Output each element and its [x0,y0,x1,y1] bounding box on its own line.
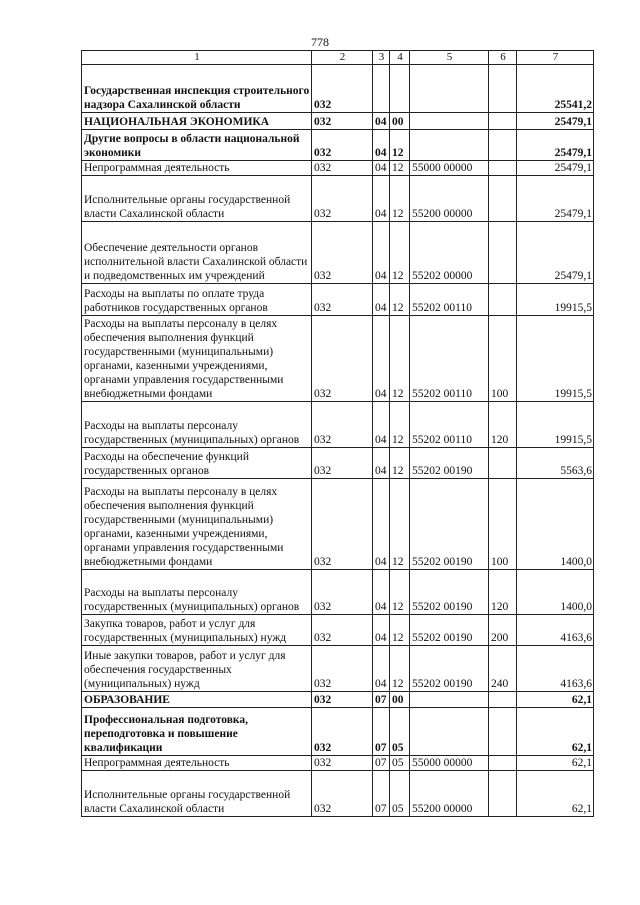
table-row [82,756,594,771]
row-admin-code: 032 [312,222,373,284]
row-section: 04 [373,284,390,316]
row-expense-type [489,708,517,756]
row-subsection: 12 [390,448,410,479]
table-row [82,708,594,756]
row-section: 04 [373,130,390,161]
table-row [82,771,594,817]
row-target-article [410,130,489,161]
row-name: Расходы на выплаты персоналу государственных (муниципальных) органов [82,402,312,448]
row-expense-type [489,65,517,113]
row-subsection [390,65,410,113]
row-expense-type [489,222,517,284]
row-subsection: 12 [390,161,410,176]
row-expense-type [489,771,517,817]
table-row [82,113,594,130]
row-expense-type: 200 [489,615,517,646]
row-subsection: 12 [390,615,410,646]
row-amount: 19915,5 [517,402,594,448]
row-subsection: 00 [390,692,410,708]
row-section: 04 [373,646,390,692]
row-name: Расходы на выплаты персоналу государственных (муниципальных) органов [82,570,312,615]
row-amount: 62,1 [517,692,594,708]
row-admin-code: 032 [312,771,373,817]
table-row [82,692,594,708]
column-header: 1 [82,51,312,65]
row-expense-type [489,448,517,479]
table-row [82,65,594,113]
page-number: 778 [311,35,329,49]
row-target-article: 55202 00190 [410,479,489,570]
row-target-article: 55202 00190 [410,646,489,692]
row-expense-type: 120 [489,402,517,448]
row-section: 04 [373,448,390,479]
row-admin-code: 032 [312,130,373,161]
row-admin-code: 032 [312,161,373,176]
row-section: 04 [373,479,390,570]
row-admin-code: 032 [312,402,373,448]
row-amount: 1400,0 [517,479,594,570]
row-target-article: 55202 00190 [410,570,489,615]
row-name: ОБРАЗОВАНИЕ [82,692,312,708]
row-target-article: 55202 00190 [410,448,489,479]
row-subsection: 12 [390,646,410,692]
row-section: 04 [373,402,390,448]
row-admin-code: 032 [312,65,373,113]
row-amount: 4163,6 [517,646,594,692]
row-section: 07 [373,692,390,708]
row-amount: 25479,1 [517,161,594,176]
row-amount: 25479,1 [517,176,594,222]
row-target-article: 55200 00000 [410,771,489,817]
column-header: 5 [410,51,489,65]
row-target-article: 55202 00110 [410,402,489,448]
row-subsection: 05 [390,771,410,817]
row-subsection: 00 [390,113,410,130]
row-section: 04 [373,222,390,284]
row-section: 04 [373,113,390,130]
row-name: Закупка товаров, работ и услуг для государственных (муниципальных) нужд [82,615,312,646]
table-row [82,646,594,692]
row-admin-code: 032 [312,448,373,479]
table-row [82,615,594,646]
row-section: 04 [373,615,390,646]
row-expense-type: 100 [489,479,517,570]
row-name: Другие вопросы в области национальной экономики [82,130,312,161]
table-row [82,130,594,161]
row-amount: 25541,2 [517,65,594,113]
row-subsection: 12 [390,130,410,161]
budget-table [81,50,594,817]
row-subsection: 12 [390,479,410,570]
row-amount: 25479,1 [517,222,594,284]
row-expense-type [489,284,517,316]
row-name: Расходы на выплаты персоналу в целях обеспечения выполнения функций государственными (муниципальными) органами, казенными учреждениями, органами управления государственными внебюджетными фондами [82,479,312,570]
row-target-article [410,65,489,113]
row-admin-code: 032 [312,692,373,708]
row-name: Обеспечение деятельности органов исполнительной власти Сахалинской области и подведомственных им учреждений [82,222,312,284]
table-row [82,176,594,222]
column-header: 3 [373,51,390,65]
row-target-article: 55202 00110 [410,284,489,316]
column-header: 2 [312,51,373,65]
row-target-article: 55000 00000 [410,161,489,176]
row-expense-type [489,113,517,130]
row-section: 04 [373,570,390,615]
row-section: 04 [373,161,390,176]
row-target-article [410,113,489,130]
row-name: Иные закупки товаров, работ и услуг для обеспечения государственных (муниципальных) нужд [82,646,312,692]
row-name: Расходы на выплаты персоналу в целях обеспечения выполнения функций государственными (муниципальными) органами, казенными учреждениями, органами управления государственными внебюджетными фондами [82,316,312,402]
row-target-article: 55202 00000 [410,222,489,284]
row-amount: 25479,1 [517,113,594,130]
row-subsection: 05 [390,756,410,771]
table-row [82,284,594,316]
row-subsection: 05 [390,708,410,756]
row-name: НАЦИОНАЛЬНАЯ ЭКОНОМИКА [82,113,312,130]
row-admin-code: 032 [312,570,373,615]
row-admin-code: 032 [312,615,373,646]
row-subsection: 12 [390,176,410,222]
row-section: 04 [373,316,390,402]
row-expense-type [489,130,517,161]
row-subsection: 12 [390,570,410,615]
row-target-article: 55200 00000 [410,176,489,222]
row-expense-type [489,692,517,708]
row-target-article: 55000 00000 [410,756,489,771]
row-name: Расходы на выплаты по оплате труда работников государственных органов [82,284,312,316]
row-name: Профессиональная подготовка, переподготовка и повышение квалификации [82,708,312,756]
row-section: 07 [373,756,390,771]
row-amount: 62,1 [517,708,594,756]
row-amount: 19915,5 [517,316,594,402]
row-expense-type [489,176,517,222]
table-row [82,448,594,479]
row-admin-code: 032 [312,756,373,771]
row-section: 07 [373,771,390,817]
table-row [82,222,594,284]
row-admin-code: 032 [312,316,373,402]
row-amount: 1400,0 [517,570,594,615]
row-name: Расходы на обеспечение функций государственных органов [82,448,312,479]
column-header: 4 [390,51,410,65]
row-expense-type: 100 [489,316,517,402]
row-amount: 25479,1 [517,130,594,161]
row-amount: 19915,5 [517,284,594,316]
row-subsection: 12 [390,222,410,284]
column-header: 6 [489,51,517,65]
row-admin-code: 032 [312,646,373,692]
column-header: 7 [517,51,594,65]
row-amount: 62,1 [517,771,594,817]
table-row [82,402,594,448]
row-admin-code: 032 [312,113,373,130]
row-target-article: 55202 00110 [410,316,489,402]
row-name: Непрограммная деятельность [82,161,312,176]
row-amount: 62,1 [517,756,594,771]
table-row [82,570,594,615]
row-name: Государственная инспекция строительного надзора Сахалинской области [82,65,312,113]
row-amount: 5563,6 [517,448,594,479]
row-section: 04 [373,176,390,222]
table-row [82,479,594,570]
row-admin-code: 032 [312,708,373,756]
row-amount: 4163,6 [517,615,594,646]
row-expense-type [489,161,517,176]
row-name: Непрограммная деятельность [82,756,312,771]
row-target-article [410,708,489,756]
row-target-article [410,692,489,708]
row-section [373,65,390,113]
row-admin-code: 032 [312,176,373,222]
row-subsection: 12 [390,316,410,402]
row-section: 07 [373,708,390,756]
row-admin-code: 032 [312,284,373,316]
header-row [82,51,594,65]
row-target-article: 55202 00190 [410,615,489,646]
row-subsection: 12 [390,402,410,448]
table-row [82,316,594,402]
row-name: Исполнительные органы государственной власти Сахалинской области [82,771,312,817]
row-expense-type [489,756,517,771]
row-expense-type: 120 [489,570,517,615]
row-admin-code: 032 [312,479,373,570]
row-subsection: 12 [390,284,410,316]
row-name: Исполнительные органы государственной власти Сахалинской области [82,176,312,222]
table-row [82,161,594,176]
row-expense-type: 240 [489,646,517,692]
